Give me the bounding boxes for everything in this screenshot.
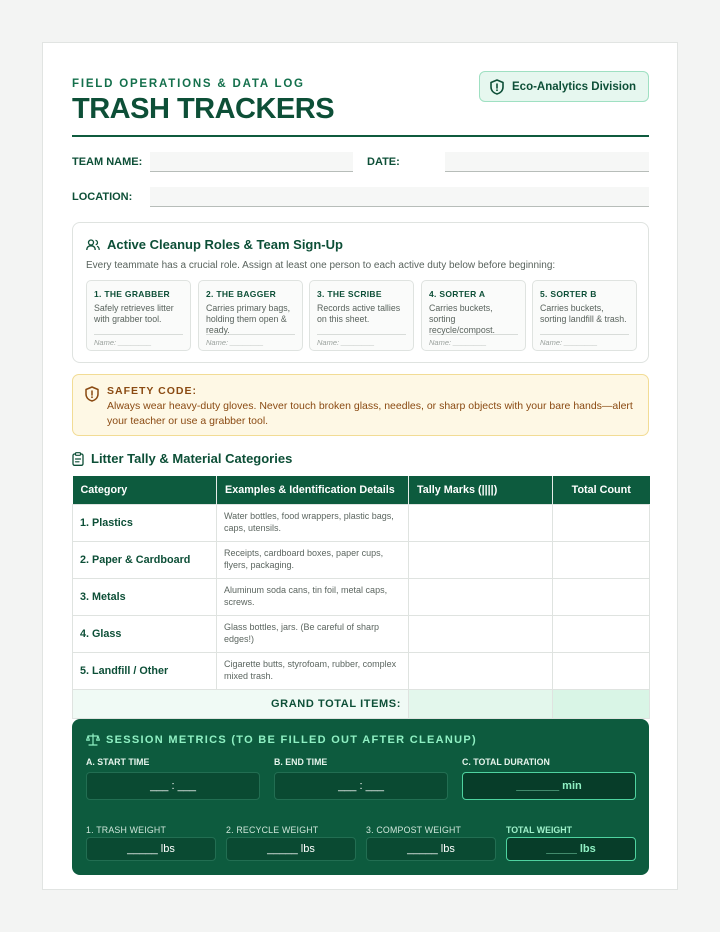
grand-total-count-cell[interactable]	[553, 689, 650, 718]
start-time-label: A. START TIME	[86, 757, 150, 767]
role-description: Carries buckets, sorting landfill & trash.	[540, 303, 629, 335]
tally-title-text: Litter Tally & Material Categories	[91, 451, 293, 466]
column-header: Tally Marks (||||)	[409, 476, 553, 504]
role-name-field[interactable]: Name: ________	[317, 338, 375, 347]
examples-cell: Cigarette butts, styrofoam, rubber, complex mixed trash.	[217, 652, 409, 689]
total-weight-field[interactable]: _____ lbs	[506, 837, 636, 861]
tally-marks-cell[interactable]	[409, 504, 553, 541]
role-name-field[interactable]: Name: ________	[540, 338, 598, 347]
table-row	[73, 652, 650, 689]
grand-total-label: GRAND TOTAL ITEMS:	[73, 689, 409, 718]
header	[72, 43, 649, 137]
total-count-cell[interactable]	[553, 615, 650, 652]
safety-callout	[72, 374, 649, 436]
team-name-label: TEAM NAME:	[72, 156, 143, 168]
role-name: 2. THE BAGGER	[206, 289, 277, 299]
location-label: LOCATION:	[72, 191, 133, 203]
table-row	[73, 541, 650, 578]
compost-weight-label: 3. COMPOST WEIGHT	[366, 825, 462, 835]
category-cell: 5. Landfill / Other	[73, 652, 217, 689]
worksheet-page	[42, 42, 678, 890]
recycle-weight-label: 2. RECYCLE WEIGHT	[226, 825, 319, 835]
tally-marks-cell[interactable]	[409, 652, 553, 689]
role-name-field[interactable]: Name: ________	[206, 338, 264, 347]
total-weight-label: TOTAL WEIGHT	[506, 825, 572, 835]
tally-marks-cell[interactable]	[409, 615, 553, 652]
location-field[interactable]	[150, 187, 649, 207]
examples-cell: Glass bottles, jars. (Be careful of sharp edges!)	[217, 615, 409, 652]
role-name-field[interactable]: Name: ________	[429, 338, 487, 347]
date-label: DATE:	[367, 156, 400, 168]
total-count-cell[interactable]	[553, 652, 650, 689]
total-count-cell[interactable]	[553, 578, 650, 615]
total-count-cell[interactable]	[553, 504, 650, 541]
roles-description: Every teammate has a crucial role. Assign at least one person to each active duty below before beginning:	[86, 260, 556, 271]
clipboard-icon	[72, 452, 84, 466]
total-count-cell[interactable]	[553, 541, 650, 578]
safety-title: SAFETY CODE:	[107, 385, 197, 397]
table-row	[73, 504, 650, 541]
total-duration-field[interactable]: _______ min	[462, 772, 636, 800]
table-header-row	[73, 476, 650, 504]
end-time-label: B. END TIME	[274, 757, 328, 767]
examples-cell: Receipts, cardboard boxes, paper cups, flyers, packaging.	[217, 541, 409, 578]
division-badge	[479, 71, 649, 102]
role-name: 4. SORTER A	[429, 289, 486, 299]
tally-marks-cell[interactable]	[409, 578, 553, 615]
role-description: Safely retrieves litter with grabber tool.	[94, 303, 183, 335]
scale-icon	[86, 733, 100, 746]
date-field[interactable]	[445, 152, 649, 172]
roles-title-text: Active Cleanup Roles & Team Sign-Up	[107, 237, 343, 252]
table-row	[73, 578, 650, 615]
role-card-bagger	[198, 280, 303, 351]
shield-alert-icon	[85, 386, 99, 402]
users-icon	[86, 239, 100, 251]
role-name: 1. THE GRABBER	[94, 289, 170, 299]
role-name-field[interactable]: Name: ________	[94, 338, 152, 347]
examples-cell: Water bottles, food wrappers, plastic bags, caps, utensils.	[217, 504, 409, 541]
column-header: Total Count	[553, 476, 650, 504]
trash-weight-label: 1. TRASH WEIGHT	[86, 825, 167, 835]
category-cell: 2. Paper & Cardboard	[73, 541, 217, 578]
total-duration-label: C. TOTAL DURATION	[462, 757, 550, 767]
eyebrow-label: FIELD OPERATIONS & DATA LOG	[72, 78, 305, 90]
role-card-sorter-b	[532, 280, 637, 351]
session-metrics-panel	[72, 719, 649, 875]
role-description: Records active tallies on this sheet.	[317, 303, 406, 335]
page-title: TRASH TRACKERS	[72, 93, 335, 125]
grand-total-row	[73, 689, 650, 718]
metrics-title	[86, 733, 477, 746]
table-row	[73, 615, 650, 652]
role-card-scribe	[309, 280, 414, 351]
role-card-grabber	[86, 280, 191, 351]
column-header: Examples & Identification Details	[217, 476, 409, 504]
roles-panel	[72, 222, 649, 363]
end-time-field[interactable]: ___ : ___	[274, 772, 448, 800]
metrics-title-text: SESSION METRICS (TO BE FILLED OUT AFTER CLEANUP)	[106, 733, 478, 746]
badge-label: Eco-Analytics Division	[512, 80, 636, 93]
tally-marks-cell[interactable]	[409, 541, 553, 578]
trash-weight-field[interactable]: _____ lbs	[86, 837, 216, 861]
recycle-weight-field[interactable]: _____ lbs	[226, 837, 356, 861]
start-time-field[interactable]: ___ : ___	[86, 772, 260, 800]
shield-icon	[490, 79, 504, 95]
roles-title	[86, 237, 343, 252]
examples-cell: Aluminum soda cans, tin foil, metal caps, screws.	[217, 578, 409, 615]
tally-title	[72, 451, 292, 466]
tally-table	[72, 476, 650, 719]
role-name: 3. THE SCRIBE	[317, 289, 382, 299]
compost-weight-field[interactable]: _____ lbs	[366, 837, 496, 861]
category-cell: 3. Metals	[73, 578, 217, 615]
safety-text: Always wear heavy-duty gloves. Never touch broken glass, needles, or sharp objects with your bare hands—alert your teacher or use a grabber tool.	[107, 400, 633, 428]
grand-total-tally-cell[interactable]	[409, 689, 553, 718]
role-description: Carries primary bags, holding them open & ready.	[206, 303, 295, 335]
role-description: Carries buckets, sorting recycle/compost.	[429, 303, 518, 335]
role-card-sorter-a	[421, 280, 526, 351]
role-name: 5. SORTER B	[540, 289, 597, 299]
category-cell: 1. Plastics	[73, 504, 217, 541]
team-name-field[interactable]	[150, 152, 353, 172]
column-header: Category	[73, 476, 217, 504]
category-cell: 4. Glass	[73, 615, 217, 652]
